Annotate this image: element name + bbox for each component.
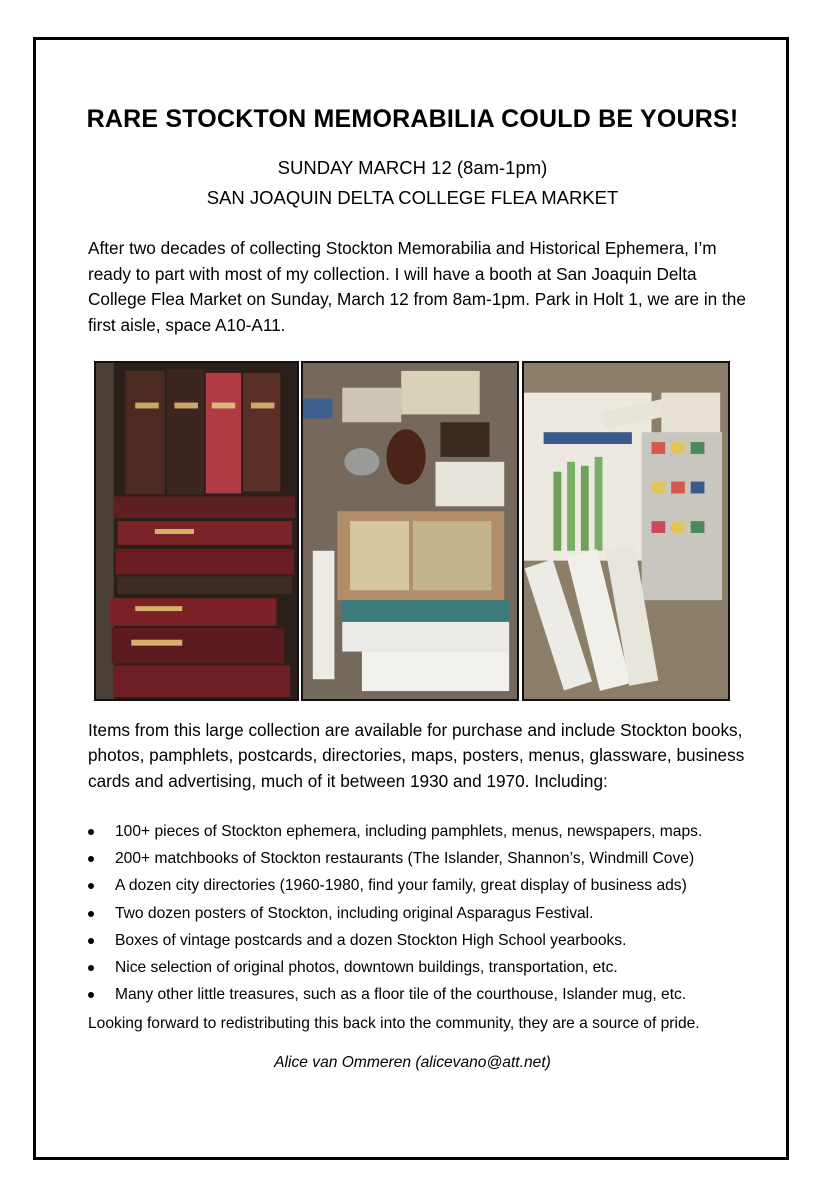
list-item: 100+ pieces of Stockton ephemera, including pamphlets, menus, newspapers, maps. (88, 818, 768, 845)
photo-directories (94, 361, 299, 701)
bullet-icon (88, 992, 94, 998)
event-venue: SAN JOAQUIN DELTA COLLEGE FLEA MARKET (206, 187, 619, 208)
items-paragraph: Items from this large collection are available for purchase and include Stockton books, photos, pamphlets, postcards, directories, maps, posters, menus, glassware, business cards and advertising, much of it between 1930 and 1970. Including: (88, 720, 745, 791)
list-item: 200+ matchbooks of Stockton restaurants (The Islander, Shannon’s, Windmill Cove) (88, 845, 768, 872)
bullet-icon (88, 856, 94, 862)
event-date: SUNDAY MARCH 12 (8am-1pm) (277, 157, 548, 178)
closing-line: Looking forward to redistributing this back into the community, they are a source of pride. (88, 1015, 700, 1032)
bullet-icon (88, 829, 94, 835)
bullet-icon (88, 911, 94, 917)
flyer-title: RARE STOCKTON MEMORABILIA COULD BE YOURS! (86, 105, 739, 133)
photo-posters-matchbooks (522, 361, 730, 701)
intro-paragraph: After two decades of collecting Stockton Memorabilia and Historical Ephemera, I’m ready to part with most of my collection. I will have a booth at San Joaquin Delta College Flea Market on Sunday, March 12 from 8am-1pm. Park in Holt 1, we are in the first aisle, space A10-A11. (88, 238, 746, 335)
photo-strip (94, 361, 730, 701)
photo-ephemera-table (301, 361, 519, 701)
bullet-icon (88, 883, 94, 889)
list-item: A dozen city directories (1960-1980, find your family, great display of business ads) (88, 872, 768, 899)
signature: Alice van Ommeren (alicevano@att.net) (274, 1054, 551, 1071)
list-item: Many other little treasures, such as a floor tile of the courthouse, Islander mug, etc. (88, 981, 768, 1008)
items-list (88, 818, 768, 1008)
list-item: Boxes of vintage postcards and a dozen Stockton High School yearbooks. (88, 927, 768, 954)
bullet-icon (88, 965, 94, 971)
list-item: Nice selection of original photos, downtown buildings, transportation, etc. (88, 954, 768, 981)
bullet-icon (88, 938, 94, 944)
list-item: Two dozen posters of Stockton, including original Asparagus Festival. (88, 900, 768, 927)
